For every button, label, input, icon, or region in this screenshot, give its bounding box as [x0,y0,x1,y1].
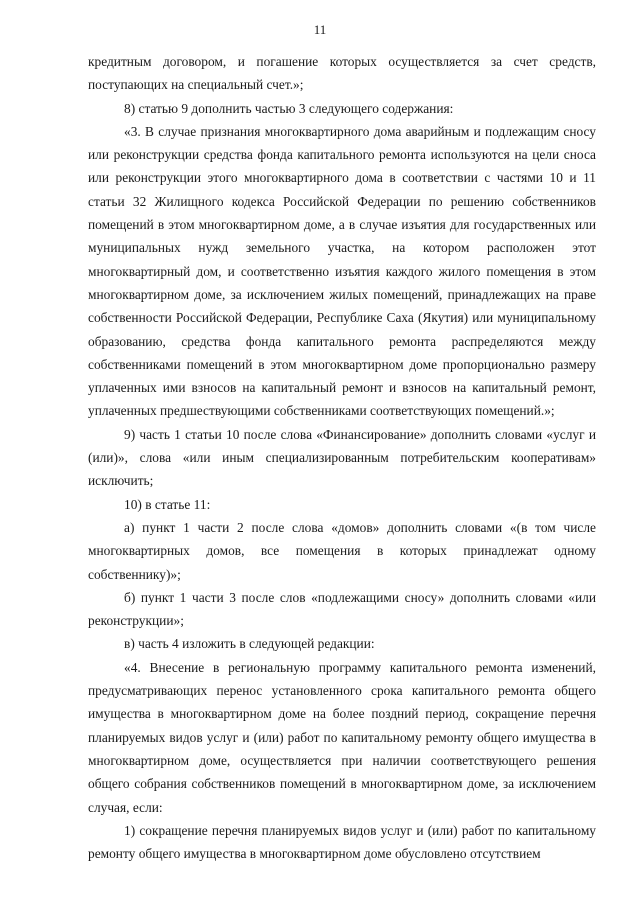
page-number: 11 [313,22,327,37]
paragraph-8: в) часть 4 изложить в следующей редакции: [124,636,375,652]
paragraph-6: а) пункт 1 части 2 после слова «домов» дополнить словами «(в том числе многоквартирных домов, все помещения в которых принадлежат одному собственнику)»; [88,519,596,582]
paragraph-3: «3. В случае признания многоквартирного дома аварийным и подлежащим сносу или реконструкции средства фонда капитального ремонта используются на цели сноса или реконструкции этого многоквартирного дома в соответствии с частями 10 и 11 статьи 32 Жилищного кодекса Российской Федерации по решению собственников помещений в этом многоквартирном доме, а в случае изъятия для государственных или муниципальных нужд земельного участка, на котором расположен этот многоквартирный дом, и соответственно изъятия каждого жилого помещения в этом многоквартирном доме, за исключением жилых помещений, принадлежащих на праве собственности Российской Федерации, Республике Саха (Якутия) или муниципальному образованию, средства фонда капитального ремонта распределяются между собственниками помещений в этом многоквартирном доме пропорционально размеру уплаченных ими взносов на капитальный ремонт и взносов на капитальный ремонт, уплаченных предшествующими собственниками соответствующих помещений.»; [88,123,596,419]
paragraph-2: 8) статью 9 дополнить частью 3 следующего содержания: [124,100,454,116]
paragraph-7: б) пункт 1 части 3 после слов «подлежащими сносу» дополнить словами «или реконструкции»; [88,589,596,629]
paragraph-4: 9) часть 1 статьи 10 после слова «Финансирование» дополнить словами «услуг и (или)», слова «или иным специализированным потребительским кооперативам» исключить; [88,426,596,489]
paragraph-10: 1) сокращение перечня планируемых видов услуг и (или) работ по капитальному ремонту общего имущества в многоквартирном доме обусловлено отсутствием [88,822,596,862]
document-body [88,50,596,865]
paragraph-9: «4. Внесение в региональную программу капитального ремонта изменений, предусматривающих перенос установленного срока капитального ремонта общего имущества в многоквартирном доме на более поздний период, сокращение перечня планируемых видов услуг и (или) работ по капитальному ремонту общего имущества в многоквартирном доме, осуществляется при наличии соответствующего решения общего собрания собственников помещений в многоквартирном доме, за исключением случая, если: [88,659,596,815]
paragraph-1: кредитным договором, и погашение которых осуществляется за счет средств, поступающих на специальный счет.»; [88,54,596,93]
paragraph-5: 10) в статье 11: [124,496,211,512]
